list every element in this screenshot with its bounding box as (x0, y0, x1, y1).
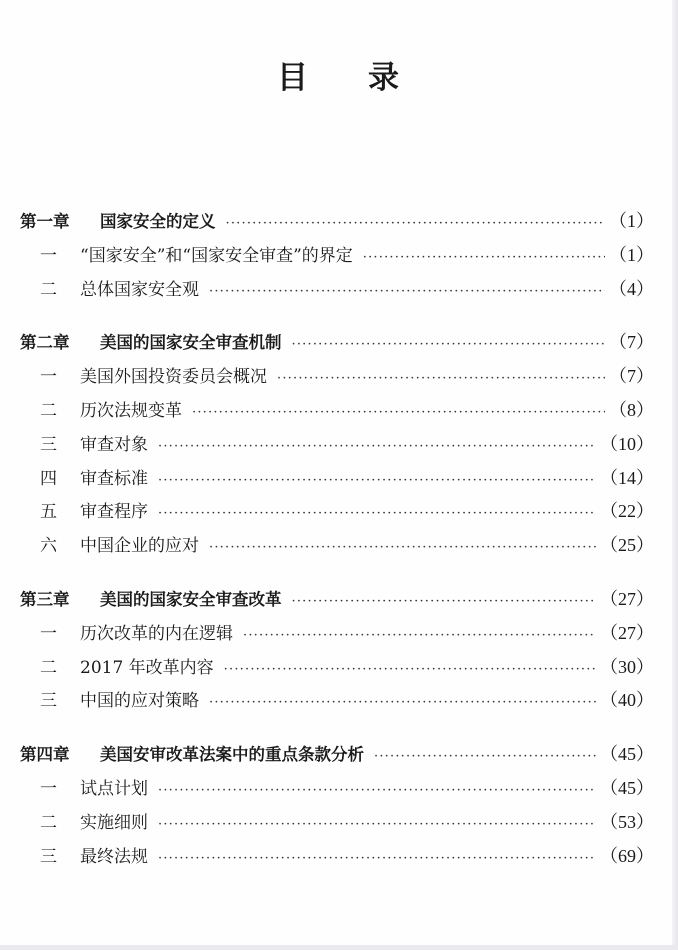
toc-chapter-entry[interactable] (20, 326, 654, 360)
page-title (0, 52, 678, 97)
page-number: （10） (600, 433, 654, 454)
section-title: 历次改革的内在逻辑 (80, 623, 233, 644)
dot-leader (158, 808, 596, 842)
toc-section-entry[interactable] (20, 684, 654, 718)
dot-leader (209, 531, 596, 565)
toc-section-entry[interactable] (20, 840, 654, 874)
toc-chapter (20, 326, 654, 563)
page-number: （69） (600, 845, 654, 866)
page-number: （27） (600, 588, 654, 609)
page-number: （7） (609, 366, 654, 387)
section-title: 审查标准 (80, 468, 148, 489)
section-number: 三 (40, 691, 57, 712)
chapter-title: 美国安审改革法案中的重点条款分析 (100, 745, 364, 765)
toc-chapter-entry[interactable] (20, 205, 654, 239)
title-char-2: 录 (368, 60, 401, 96)
toc-section-entry[interactable] (20, 394, 654, 428)
dot-leader (374, 740, 596, 774)
page-number: （30） (600, 656, 654, 677)
dot-leader (209, 275, 605, 309)
dot-leader (192, 396, 605, 430)
chapter-number: 第三章 (20, 589, 70, 609)
section-title: 审查对象 (80, 434, 148, 455)
toc-section-entry[interactable] (20, 495, 654, 529)
section-title: 实施细则 (80, 812, 148, 833)
dot-leader (277, 362, 605, 396)
section-number: 二 (40, 400, 57, 421)
page-number: （25） (600, 535, 654, 556)
section-number: 六 (40, 536, 57, 557)
section-title: 历次法规变革 (80, 400, 182, 421)
section-title: “国家安全”和“国家安全审查”的界定 (80, 245, 353, 266)
section-number: 四 (40, 468, 57, 489)
title-char-1: 目 (277, 60, 310, 96)
page-edge (672, 0, 678, 950)
section-number: 二 (40, 812, 57, 833)
toc-chapter (20, 583, 654, 718)
toc-chapter (20, 205, 654, 306)
table-of-contents (20, 205, 654, 893)
dot-leader (224, 653, 596, 687)
page-number: （45） (600, 777, 654, 798)
section-title: 最终法规 (80, 846, 148, 867)
page-number: （53） (600, 811, 654, 832)
toc-section-entry[interactable] (20, 273, 654, 307)
dot-leader (158, 464, 596, 498)
dot-leader (292, 585, 597, 619)
dot-leader (158, 430, 596, 464)
section-title: 2017 年改革内容 (80, 657, 214, 678)
section-number: 一 (40, 367, 57, 388)
dot-leader (363, 241, 605, 275)
page-number: （4） (609, 278, 654, 299)
page-number: （1） (609, 211, 654, 231)
toc-chapter (20, 738, 654, 873)
page-number: （27） (600, 622, 654, 643)
toc-section-entry[interactable] (20, 651, 654, 685)
page-number: （45） (600, 744, 654, 765)
section-title: 总体国家安全观 (80, 279, 199, 300)
dot-leader (158, 497, 596, 531)
page-edge-bottom (0, 945, 678, 950)
section-number: 二 (40, 657, 57, 678)
section-title: 中国的应对策略 (80, 691, 199, 712)
toc-chapter-entry[interactable] (20, 738, 654, 772)
section-title: 中国企业的应对 (80, 536, 199, 557)
section-number: 三 (40, 434, 57, 455)
dot-leader (226, 207, 606, 241)
toc-chapter-entry[interactable] (20, 583, 654, 617)
section-number: 一 (40, 778, 57, 799)
toc-section-entry[interactable] (20, 772, 654, 806)
toc-section-entry[interactable] (20, 239, 654, 273)
page-number: （8） (609, 399, 654, 420)
section-number: 一 (40, 623, 57, 644)
chapter-number: 第一章 (20, 212, 70, 231)
toc-section-entry[interactable] (20, 529, 654, 563)
page-number: （14） (600, 467, 654, 488)
dot-leader (158, 842, 596, 876)
dot-leader (209, 686, 596, 720)
dot-leader (243, 619, 596, 653)
section-number: 三 (40, 846, 57, 867)
toc-section-entry[interactable] (20, 617, 654, 651)
section-number: 二 (40, 279, 57, 300)
page-number: （22） (600, 501, 654, 522)
toc-section-entry[interactable] (20, 806, 654, 840)
toc-section-entry[interactable] (20, 462, 654, 496)
page-number: （40） (600, 690, 654, 711)
toc-section-entry[interactable] (20, 360, 654, 394)
dot-leader (292, 328, 606, 362)
chapter-title: 美国的国家安全审查改革 (100, 589, 282, 609)
section-title: 美国外国投资委员会概况 (80, 367, 267, 388)
page-number: （7） (609, 332, 654, 353)
section-title: 试点计划 (80, 778, 148, 799)
toc-section-entry[interactable] (20, 428, 654, 462)
dot-leader (158, 774, 596, 808)
section-title: 审查程序 (80, 502, 148, 523)
page-number: （1） (609, 244, 654, 265)
chapter-number: 第四章 (20, 745, 70, 765)
section-number: 一 (40, 245, 57, 266)
section-number: 五 (40, 502, 57, 523)
chapter-number: 第二章 (20, 333, 70, 353)
chapter-title: 美国的国家安全审查机制 (100, 333, 282, 353)
chapter-title: 国家安全的定义 (100, 212, 216, 231)
